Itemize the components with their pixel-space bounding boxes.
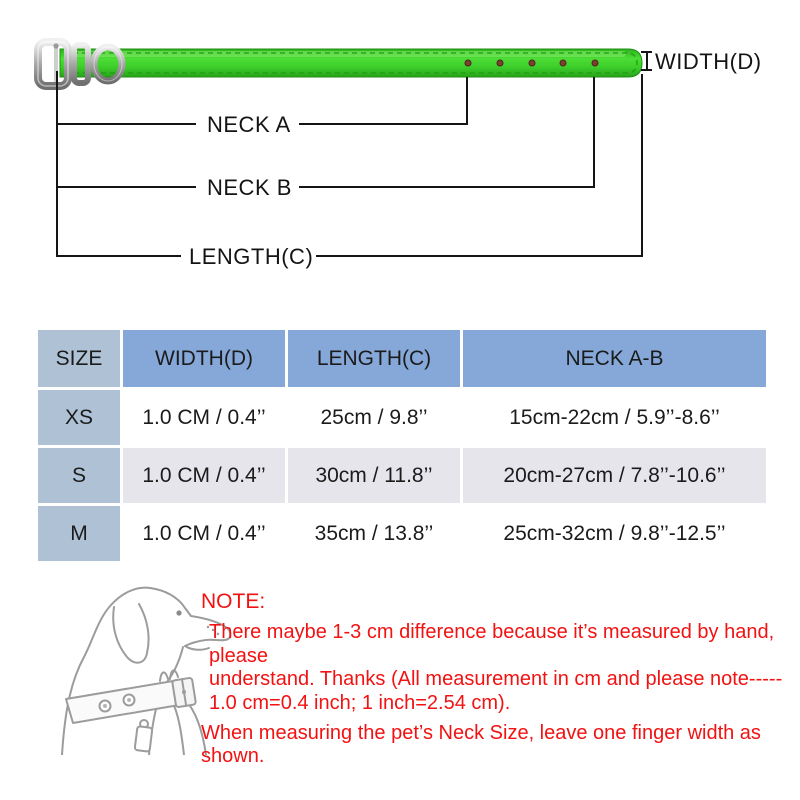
note-title: NOTE:: [201, 590, 266, 613]
left-vertical-line: [56, 71, 58, 257]
length-line-right: [316, 255, 643, 257]
col-header-length: LENGTH(C): [288, 330, 460, 387]
note-block: [201, 590, 800, 768]
col-header-width: WIDTH(D): [123, 330, 285, 387]
neck-b-line-right: [299, 186, 595, 188]
length-label: LENGTH(C): [189, 244, 314, 269]
row-m-width: 1.0 CM / 0.4’’: [123, 506, 285, 561]
length-vertical: [641, 74, 643, 257]
col-header-size: SIZE: [38, 330, 120, 387]
collar-tag: [135, 726, 153, 752]
note-line: understand. Thanks (All measurement in cm and please note-----: [209, 668, 783, 690]
size-table: [38, 330, 766, 561]
col-header-neck: NECK A-B: [463, 330, 766, 387]
neck-b-line-left: [56, 186, 196, 188]
note-line: There maybe 1-3 cm difference because it’s measured by hand, please: [209, 621, 775, 667]
row-xs-size: XS: [38, 390, 120, 445]
note-footer: When measuring the pet’s Neck Size, leave one finger width as shown.: [201, 722, 761, 767]
finger-tip-above-1: [160, 672, 168, 681]
row-xs-width: 1.0 CM / 0.4’’: [123, 390, 285, 445]
neck-a-line-left: [56, 123, 196, 125]
neck-b-vertical: [593, 77, 595, 188]
neck-a-label: NECK A: [207, 112, 291, 137]
dog-ear: [113, 604, 148, 663]
row-s-length: 30cm / 11.8’’: [288, 448, 460, 503]
neck-a-vertical: [466, 77, 468, 125]
length-line-left: [56, 255, 181, 257]
row-m-length: 35cm / 13.8’’: [288, 506, 460, 561]
width-label: WIDTH(D): [655, 49, 762, 74]
neck-a-line-right: [299, 123, 468, 125]
row-m-size: M: [38, 506, 120, 561]
sketch-buckle: [172, 678, 196, 708]
row-s-neck: 20cm-27cm / 7.8’’-10.6’’: [463, 448, 766, 503]
row-xs-neck: 15cm-22cm / 5.9’’-8.6’’: [463, 390, 766, 445]
neck-b-label: NECK B: [207, 175, 292, 200]
row-s-width: 1.0 CM / 0.4’’: [123, 448, 285, 503]
finger-line-1: [172, 701, 184, 755]
row-xs-length: 25cm / 9.8’’: [288, 390, 460, 445]
green-collar-photo: [30, 32, 650, 94]
width-measure-bracket: [641, 51, 652, 71]
row-s-size: S: [38, 448, 120, 503]
note-line: 1.0 cm=0.4 inch; 1 inch=2.54 cm).: [209, 691, 511, 714]
row-m-neck: 25cm-32cm / 9.8’’-12.5’’: [463, 506, 766, 561]
